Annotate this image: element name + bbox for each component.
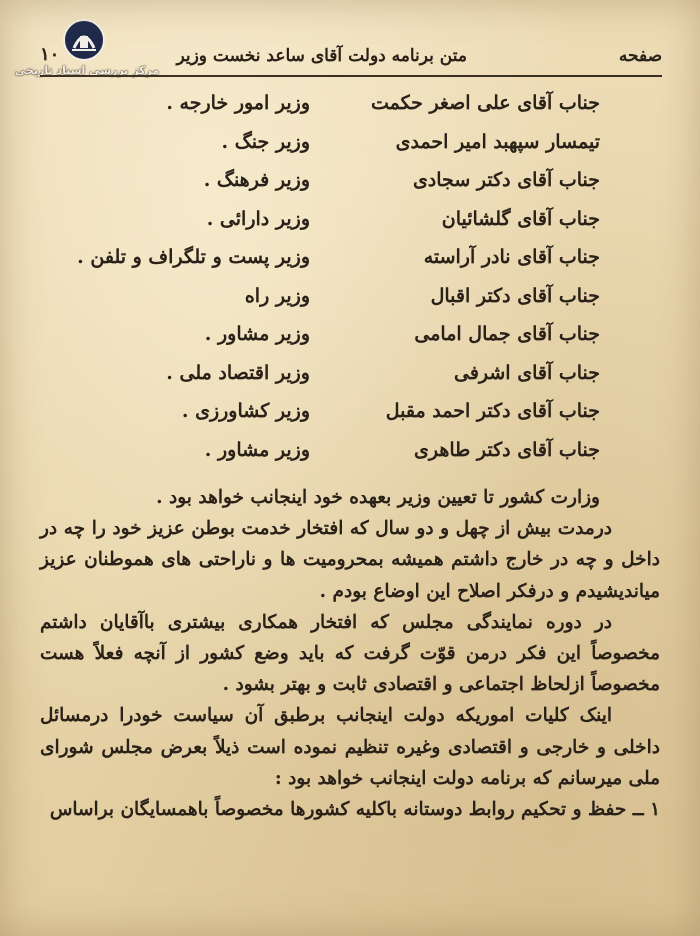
page-header <box>40 44 662 72</box>
cabinet-row <box>40 323 600 362</box>
minister-post: وزیر کشاورزی . <box>181 400 310 422</box>
minister-name: جناب آقای دکتر طاهری <box>413 438 600 461</box>
watermark-text: مرکز بررسی اسناد تاریخی <box>14 64 160 77</box>
document-body <box>40 482 660 825</box>
minister-post: وزیر امور خارجه . <box>166 92 310 114</box>
minister-name: جناب آقای نادر آراسته <box>423 246 600 268</box>
paragraph-parliament: در دوره نمایندگی مجلس که افتخار همکاری بیشتری باآقایان داشتم مخصوصاً این فکر درمن قوّت گرفت که باید وضع کشور از آنچه فعلاً هست مخصوصاً ازلحاظ اجتماعی و اقتصادی ثابت و بهتر بشود . <box>40 611 660 696</box>
minister-name: جناب آقای اشرفی <box>453 361 600 384</box>
page-title: متن برنامه دولت آقای ساعد نخست وزیر <box>176 46 467 66</box>
minister-name: جناب آقای علی اصغر حکمت <box>370 92 600 114</box>
paragraph-program-intro: اینک کلیات اموریکه دولت اینجانب برطبق آن سیاست خودرا درمسائل داخلی و خارجی و اقتصادی وغیره تنظیم نموده است ذیلاً بعرض مجلس شورای ملی میرسانم که برنامه دولت اینجانب خواهد بود : <box>40 705 660 789</box>
minister-post: وزیر فرهنگ . <box>203 169 310 191</box>
minister-name: جناب آقای گلشائیان <box>441 207 600 230</box>
cabinet-row <box>40 362 600 401</box>
cabinet-row <box>40 92 600 131</box>
minister-name: جناب آقای جمال امامی <box>414 323 600 345</box>
program-item-1: ۱ ــ حفظ و تحکیم روابط دوستانه باکلیه کشورها مخصوصاً باهمسایگان براساس <box>49 799 660 821</box>
minister-name: تیمسار سپهبد امیر احمدی <box>395 130 600 153</box>
minister-post: وزیر اقتصاد ملی . <box>166 361 310 384</box>
cabinet-row <box>40 400 600 439</box>
cabinet-row <box>40 131 600 170</box>
cabinet-row <box>40 285 600 324</box>
cabinet-row <box>40 208 600 247</box>
cabinet-list <box>40 92 600 477</box>
minister-post: وزیر پست و تلگراف و تلفن . <box>77 246 310 268</box>
paragraph-service: درمدت بیش از چهل و دو سال که افتخار خدمت بوطن عزیز خود را چه در داخل و چه در خارج داشتم همیشه بمحرومیت ها و ناراحتی های هموطنان عزیز میاندیشیدم و درفکر اصلاح این اوضاع بودم . <box>40 518 660 602</box>
page-number: ۱۰ <box>40 44 60 65</box>
minister-post: وزیر مشاور . <box>204 438 310 461</box>
minister-name: جناب آقای دکتر اقبال <box>430 284 600 307</box>
page-label: صفحه <box>618 46 662 66</box>
minister-post: وزیر جنگ . <box>221 130 310 153</box>
interior-ministry-note: وزارت کشور تا تعیین وزیر بعهده خود اینجانب خواهد بود . <box>156 487 600 508</box>
minister-post: وزیر مشاور . <box>204 323 310 345</box>
minister-post: وزیر راه <box>244 284 310 307</box>
header-divider <box>40 75 662 77</box>
minister-name: جناب آقای دکتر احمد مقبل <box>385 400 600 422</box>
minister-post: وزیر دارائی . <box>206 207 310 230</box>
cabinet-row <box>40 246 600 285</box>
minister-name: جناب آقای دکتر سجادی <box>412 169 600 191</box>
cabinet-row <box>40 169 600 208</box>
cabinet-row <box>40 439 600 478</box>
